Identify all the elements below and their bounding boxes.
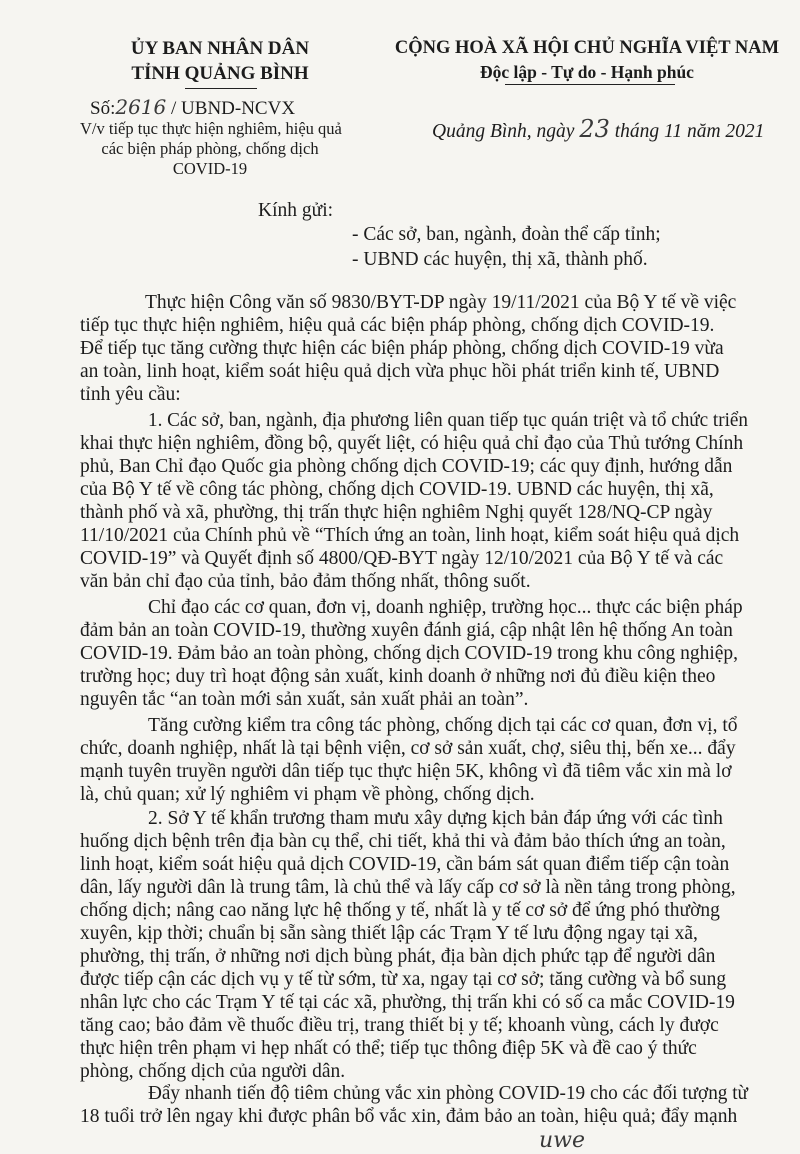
handwritten-initials: uwe bbox=[538, 1128, 585, 1153]
body-line: 11/10/2021 của Chính phủ về “Thích ứng an toàn, linh hoạt, kiểm soát hiệu quả dịch bbox=[80, 525, 740, 546]
body-line: văn bản chỉ đạo của tỉnh, bảo đảm thống nhất, thông suốt. bbox=[80, 571, 531, 592]
body-line: 1. Các sở, ban, ngành, địa phương liên quan tiếp tục quán triệt và tổ chức triển bbox=[148, 410, 749, 431]
issue-date bbox=[432, 115, 764, 143]
issuer-header bbox=[70, 36, 370, 86]
issuer-line-2: TỈNH QUẢNG BÌNH bbox=[131, 63, 309, 84]
doc-number-prefix: Số: bbox=[90, 98, 116, 119]
subject-line-1: V/v tiếp tục thực hiện nghiêm, hiệu quả bbox=[80, 119, 342, 138]
body-line: phủ, Ban Chỉ đạo Quốc gia phòng chống dịch COVID-19; các quy định, hướng dẫn bbox=[80, 456, 733, 477]
body-line: chống dịch; nâng cao năng lực hệ thống y tế, nhất là y tế cơ sở để ứng phó thường bbox=[80, 900, 720, 921]
body-line: khai thực hiện nghiêm, đồng bộ, quyết liệt, có hiệu quả chỉ đạo của Thủ tướng Chính bbox=[80, 433, 744, 454]
body-line: tăng cao; bảo đảm về thuốc điều trị, trang thiết bị y tế; khoanh vùng, cách ly được bbox=[80, 1015, 719, 1036]
date-prefix: Quảng Bình, ngày bbox=[432, 121, 575, 142]
body-line: thực hiện trên phạm vi hẹp nhất có thể; tiếp tục thông điệp 5K và đề cao ý thức bbox=[80, 1038, 697, 1059]
body-line: chức, doanh nghiệp, nhất là tại bệnh viện, cơ sở sản xuất, chợ, siêu thị, bến xe... đẩy bbox=[80, 738, 736, 759]
body-line: trường học; duy trì hoạt động sản xuất, kinh doanh ở những nơi đủ điều kiện theo bbox=[80, 666, 716, 687]
body-line: Thực hiện Công văn số 9830/BYT-DP ngày 19/11/2021 của Bộ Y tế về việc bbox=[145, 292, 737, 313]
body-line: an toàn, linh hoạt, kiểm soát hiệu quả dịch vừa phục hồi phát triển kinh tế, UBND bbox=[80, 361, 720, 382]
body-line: xuyên, kịp thời; chuẩn bị sẵn sàng thiết lập các Trạm Y tế lưu động ngay tại xã, bbox=[80, 923, 698, 944]
body-line: phường, thị trấn, ở những nơi dịch bùng phát, địa bàn dịch phức tạp để người dân bbox=[80, 946, 716, 967]
recipient-2: - UBND các huyện, thị xã, thành phố. bbox=[352, 249, 648, 270]
issuer-line-1: ỦY BAN NHÂN DÂN bbox=[130, 38, 310, 59]
document-number bbox=[90, 95, 295, 120]
body-line: đảm bản an toàn COVID-19, thường xuyên đánh giá, cập nhật lên hệ thống An toàn bbox=[80, 620, 733, 641]
body-line: Chỉ đạo các cơ quan, đơn vị, doanh nghiệp, trường học... thực các biện pháp bbox=[148, 597, 743, 618]
body-line: COVID-19. Đảm bảo an toàn phòng, chống dịch COVID-19 trong khu công nghiệp, bbox=[80, 643, 739, 664]
subject-line-2: các biện pháp phòng, chống dịch bbox=[101, 139, 319, 158]
body-line: COVID-19” và Quyết định số 4800/QĐ-BYT ngày 12/10/2021 của Bộ Y tế và các bbox=[80, 548, 724, 569]
subject-line-3: COVID-19 bbox=[172, 159, 248, 178]
national-title: CỘNG HOÀ XÃ HỘI CHỦ NGHĨA VIỆT NAM bbox=[394, 38, 780, 58]
body-line: mạnh tuyên truyền người dân tiếp tục thực hiện 5K, không vì đã tiêm vắc xin mà lơ bbox=[80, 761, 732, 782]
body-line: thành phố và xã, phường, thị trấn thực hiện nghiêm Nghị quyết 128/NQ-CP ngày bbox=[80, 502, 713, 523]
body-line: tỉnh yêu cầu: bbox=[80, 384, 181, 405]
body-line: tiếp tục thực hiện nghiêm, hiệu quả các biện pháp phòng, chống dịch COVID-19. bbox=[80, 315, 715, 336]
doc-number-handwritten: 2616 bbox=[115, 95, 167, 119]
national-header bbox=[382, 36, 792, 83]
date-day-handwritten: 23 bbox=[579, 115, 610, 143]
motto-underline bbox=[505, 84, 675, 85]
national-motto: Độc lập - Tự do - Hạnh phúc bbox=[480, 62, 694, 82]
body-line: Để tiếp tục tăng cường thực hiện các biện pháp phòng, chống dịch COVID-19 vừa bbox=[80, 338, 724, 359]
body-line: dân, lấy người dân là trung tâm, là chủ thể và lấy cấp cơ sở là nền tảng trong phòng, bbox=[80, 877, 736, 898]
date-suffix: tháng 11 năm 2021 bbox=[614, 121, 765, 142]
body-line: được tiếp cận các dịch vụ y tế từ sớm, từ xa, ngay tại cơ sở; tăng cường và bổ sung bbox=[80, 969, 727, 990]
body-line: linh hoạt, kiểm soát hiệu quả dịch COVID-19, cần bám sát quan điểm tiếp cận toàn bbox=[80, 854, 730, 875]
body-line: Đẩy nhanh tiến độ tiêm chủng vắc xin phòng COVID-19 cho các đối tượng từ bbox=[148, 1083, 748, 1104]
issuer-underline bbox=[185, 88, 257, 89]
body-line: của Bộ Y tế về công tác phòng, chống dịch COVID-19. UBND các huyện, thị xã, bbox=[80, 479, 714, 500]
body-line: nguyên tắc “an toàn mới sản xuất, sản xuất phải an toàn”. bbox=[80, 689, 529, 710]
greeting: Kính gửi: bbox=[258, 200, 334, 221]
body-line: 18 tuổi trở lên ngay khi được phân bổ vắc xin, đảm bảo an toàn, hiệu quả; đẩy mạnh bbox=[80, 1106, 738, 1127]
body-line: huống dịch bệnh trên địa bàn cụ thể, chi tiết, khả thi và đảm bảo thích ứng an toàn, bbox=[80, 831, 726, 852]
body-line: nhân lực cho các Trạm Y tế tại các xã, phường, thị trấn khi có số ca mắc COVID-19 bbox=[80, 992, 735, 1013]
body-line: Tăng cường kiểm tra công tác phòng, chống dịch tại các cơ quan, đơn vị, tổ bbox=[148, 715, 738, 736]
recipient-1: - Các sở, ban, ngành, đoàn thể cấp tỉnh; bbox=[352, 224, 661, 245]
body-line: 2. Sở Y tế khẩn trương tham mưu xây dựng kịch bản đáp ứng với các tình bbox=[148, 808, 723, 829]
body-line: là, chủ quan; xử lý nghiêm vi phạm về phòng, chống dịch. bbox=[80, 784, 535, 805]
body-line: phòng, chống dịch của người dân. bbox=[80, 1061, 346, 1082]
doc-number-suffix: / UBND-NCVX bbox=[171, 98, 296, 119]
